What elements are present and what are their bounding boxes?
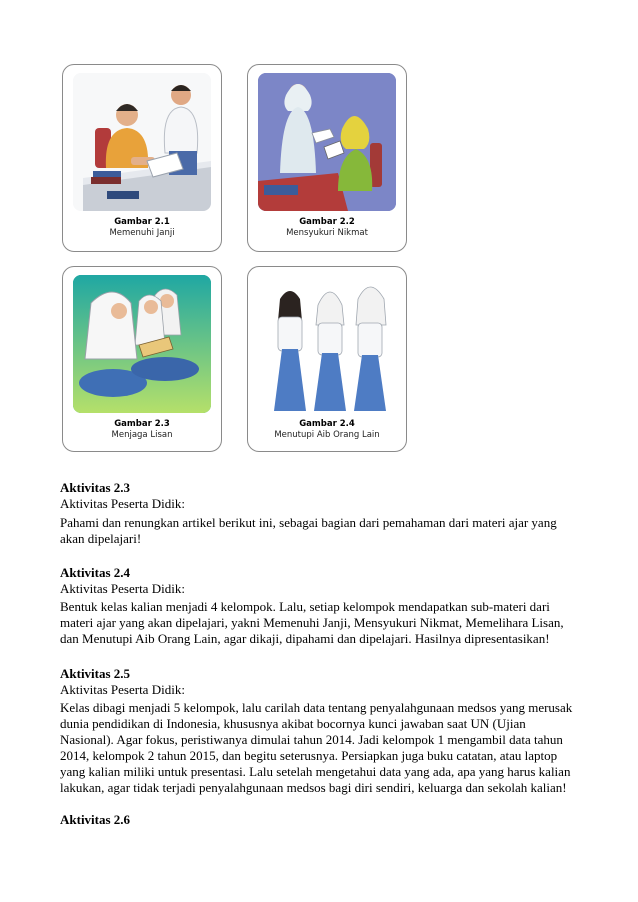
activity-heading: Aktivitas 2.5 xyxy=(60,666,131,681)
activity-subheading: Aktivitas Peserta Didik: xyxy=(60,581,185,596)
illustration-menjaga-lisan-svg xyxy=(73,275,211,413)
figure-number: Gambar 2.2 xyxy=(299,217,355,227)
illustration-mensyukuri-nikmat xyxy=(258,73,396,211)
figure-number: Gambar 2.4 xyxy=(299,419,355,429)
activity-body: Bentuk kelas kalian menjadi 4 kelompok. Lalu, setiap kelompok mendapatkan sub-materi dari materi ajar yang akan dipelajari, yakni Memenuhi Janji, Mensyukuri Nikmat, Memelihara Lisan, dan Menutupi Aib Orang Lain, agar dikaji, dipahami dan dipelajari. Hasilnya dipresentasikan! xyxy=(60,599,564,646)
figure-number: Gambar 2.1 xyxy=(114,217,170,227)
activity-heading: Aktivitas 2.3 xyxy=(60,480,131,495)
illustration-memenuhi-janji-svg xyxy=(73,73,211,211)
figure-title: Memenuhi Janji xyxy=(109,228,175,238)
figure-card-2-2 xyxy=(247,64,407,252)
figure-card-2-1 xyxy=(62,64,222,252)
illustration-menjaga-lisan xyxy=(73,275,211,413)
activity-heading: Aktivitas 2.6 xyxy=(60,812,131,827)
illustration-memenuhi-janji xyxy=(73,73,211,211)
activity-heading: Aktivitas 2.4 xyxy=(60,565,131,580)
figure-card-2-4 xyxy=(247,266,407,452)
figure-title: Menutupi Aib Orang Lain xyxy=(274,430,380,440)
activity-subheading: Aktivitas Peserta Didik: xyxy=(60,682,185,697)
activity-subheading: Aktivitas Peserta Didik: xyxy=(60,496,185,511)
illustration-mensyukuri-nikmat-svg xyxy=(258,73,396,211)
activity-body: Kelas dibagi menjadi 5 kelompok, lalu carilah data tentang penyalahgunaan medsos yang merusak dunia pendidikan di Indonesia, khususnya akibat bocornya kunci jawaban saat UN (Ujian Nasional). Agar fokus, peristiwanya dimulai tahun 2014. Jadi kelompok 1 mengambil data tahun 2014, kelompok 2 tahun 2015, dan begitu seterusnya. Persiapkan juga buku catatan, atau laptop yang kalian miliki untuk presentasi. Lalu setelah mengetahui data yang ada, apa yang harus kalian lakukan, agar tidak terjadi penyalahgunaan medsos bagi diri sendiri, keluarga dan sekolah kalian! xyxy=(60,700,573,795)
illustration-menutupi-aib xyxy=(258,275,396,413)
figure-number: Gambar 2.3 xyxy=(114,419,170,429)
figure-title: Menjaga Lisan xyxy=(111,430,173,440)
figure-title: Mensyukuri Nikmat xyxy=(286,228,368,238)
figure-card-2-3 xyxy=(62,266,222,452)
illustration-menutupi-aib-svg xyxy=(258,275,396,413)
activity-body: Pahami dan renungkan artikel berikut ini, sebagai bagian dari pemahaman dari materi ajar yang akan dipelajari! xyxy=(60,515,557,546)
